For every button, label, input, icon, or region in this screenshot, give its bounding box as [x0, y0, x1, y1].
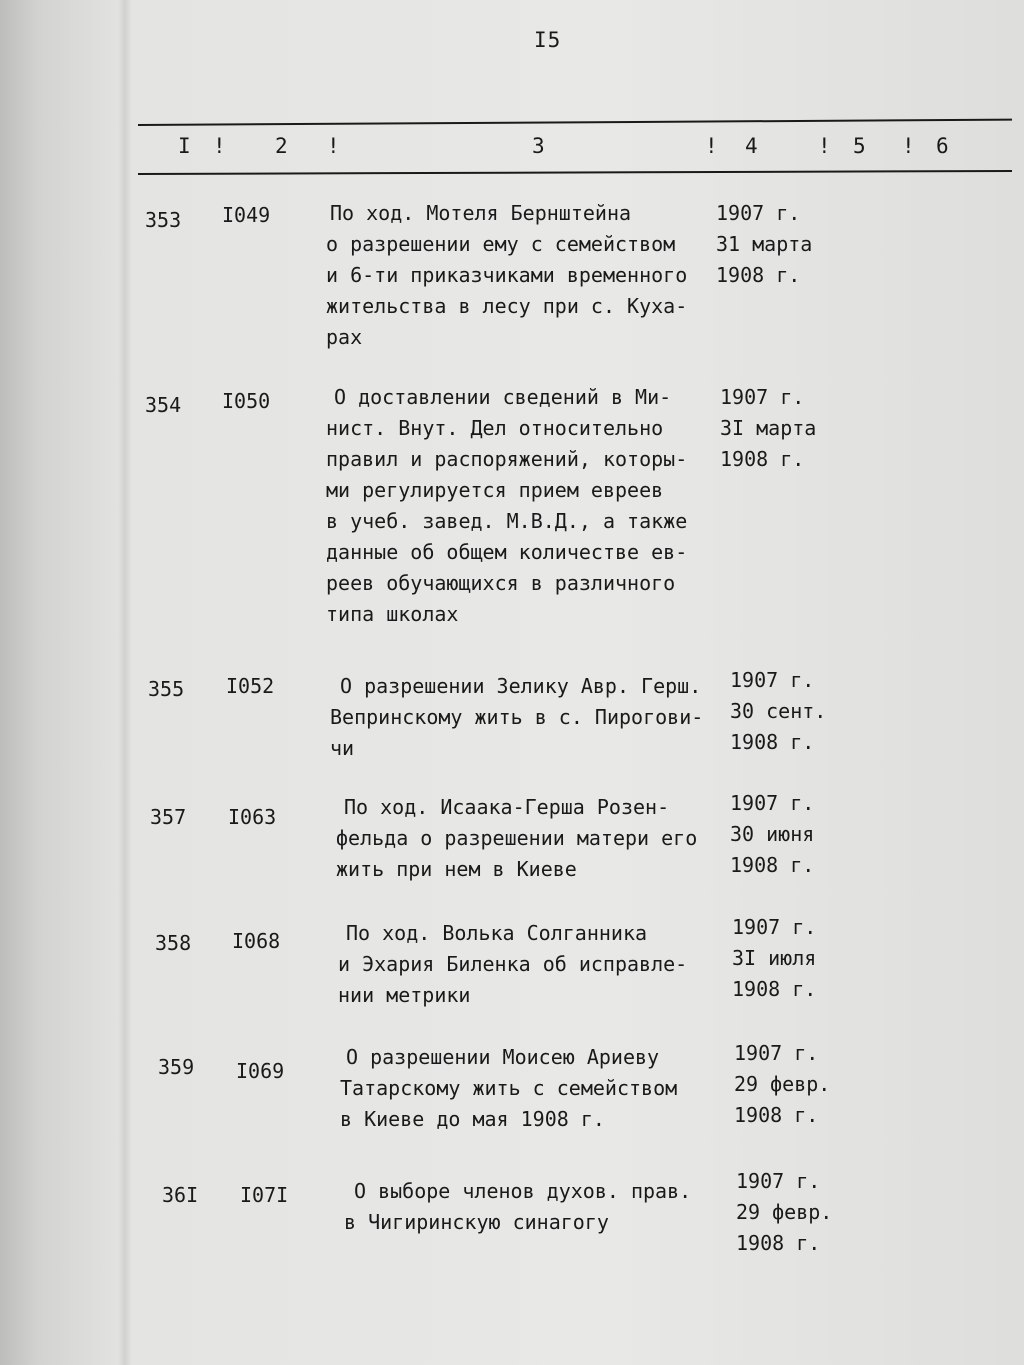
header-sep-1: !	[213, 134, 226, 158]
header-sep-5: !	[902, 134, 915, 158]
row-text-line: нии метрики	[338, 983, 471, 1007]
row-date-line: 31 марта	[716, 232, 813, 256]
row-number: 354	[145, 393, 182, 417]
table-header-rule	[138, 170, 1012, 175]
row-date-line: 1907 г.	[732, 915, 817, 939]
row-date-line: 3I марта	[720, 416, 817, 440]
bleed-through-block	[0, 0, 1, 1]
row-code: I069	[236, 1059, 285, 1083]
row-date-line: 1908 г.	[736, 1231, 821, 1255]
row-text-line: О выборе членов духов. прав.	[354, 1179, 692, 1203]
row-code: I049	[222, 203, 271, 227]
row-date-line: 1907 г.	[736, 1169, 821, 1193]
header-col-4: 4	[745, 134, 758, 158]
row-date-line: 30 июня	[730, 822, 815, 846]
row-code: I052	[226, 674, 275, 698]
header-sep-3: !	[705, 134, 718, 158]
row-text-line: По ход. Мотеля Бернштейна	[330, 201, 632, 225]
row-text-line: в Чигиринскую синагогу	[344, 1210, 609, 1234]
header-col-3: 3	[532, 134, 545, 158]
page-number: I5	[534, 28, 562, 52]
row-number: 359	[158, 1055, 195, 1079]
header-sep-4: !	[818, 134, 831, 158]
row-number: 36I	[162, 1183, 199, 1207]
row-code: I07I	[240, 1183, 289, 1207]
row-text-line: о разрешении ему с семейством	[326, 232, 676, 256]
row-text-line: в Киеве до мая 1908 г.	[340, 1107, 605, 1131]
row-text-line: нист. Внут. Дел относительно	[326, 416, 664, 440]
row-date-line: 3I июля	[732, 946, 817, 970]
row-date-line: 1908 г.	[732, 977, 817, 1001]
row-text-line: жительства в лесу при с. Куха-	[326, 294, 688, 318]
row-date-line: 1908 г.	[734, 1103, 819, 1127]
row-text-line: жить при нем в Киеве	[336, 857, 577, 881]
row-date-line: 1907 г.	[716, 201, 801, 225]
header-sep-2: !	[327, 134, 340, 158]
table-top-rule	[138, 119, 1012, 126]
row-code: I063	[228, 805, 277, 829]
header-col-1: I	[178, 134, 191, 158]
row-date-line: 1908 г.	[716, 263, 801, 287]
row-text-line: чи	[330, 736, 355, 760]
page-fold-shadow	[118, 0, 132, 1365]
row-date-line: 1908 г.	[730, 730, 815, 754]
row-text-line: Татарскому жить с семейством	[340, 1076, 678, 1100]
header-col-2: 2	[275, 134, 288, 158]
row-date-line: 29 февр.	[734, 1072, 831, 1096]
row-text-line: типа школах	[326, 602, 459, 626]
row-number: 358	[155, 931, 192, 955]
header-col-6: 6	[936, 134, 949, 158]
row-number: 355	[148, 677, 185, 701]
row-date-line: 1907 г.	[720, 385, 805, 409]
row-date-line: 1908 г.	[730, 853, 815, 877]
row-text-line: ми регулируется прием евреев	[326, 478, 664, 502]
row-text-line: и 6-ти приказчиками временного	[326, 263, 688, 287]
header-col-5: 5	[853, 134, 866, 158]
row-text-line: По ход. Исаака-Герша Розен-	[344, 795, 670, 819]
row-number: 353	[145, 208, 182, 232]
row-text-line: фельда о разрешении матери его	[336, 826, 698, 850]
row-date-line: 1907 г.	[730, 668, 815, 692]
table-header	[0, 134, 1024, 160]
row-date-line: 30 сент.	[730, 699, 827, 723]
row-text-line: По ход. Волька Солганника	[346, 921, 648, 945]
row-code: I068	[232, 929, 281, 953]
row-text-line: Вепринскому жить в с. Пирогови-	[330, 705, 704, 729]
row-text-line: О разрешении Зелику Авр. Герш.	[340, 674, 702, 698]
row-code: I050	[222, 389, 271, 413]
row-date-line: 1907 г.	[734, 1041, 819, 1065]
row-text-line: в учеб. завед. М.В.Д., а также	[326, 509, 688, 533]
row-text-line: О доставлении сведений в Ми-	[334, 385, 672, 409]
row-date-line: 29 февр.	[736, 1200, 833, 1224]
row-number: 357	[150, 805, 187, 829]
row-text-line: правил и распоряжений, которы-	[326, 447, 688, 471]
row-date-line: 1908 г.	[720, 447, 805, 471]
row-text-line: данные об общем количестве ев-	[326, 540, 688, 564]
row-text-line: О разрешении Моисею Ариеву	[346, 1045, 660, 1069]
row-text-line: реев обучающихся в различного	[326, 571, 676, 595]
row-text-line: рах	[326, 325, 363, 349]
row-date-line: 1907 г.	[730, 791, 815, 815]
row-text-line: и Эхария Биленка об исправле-	[338, 952, 688, 976]
